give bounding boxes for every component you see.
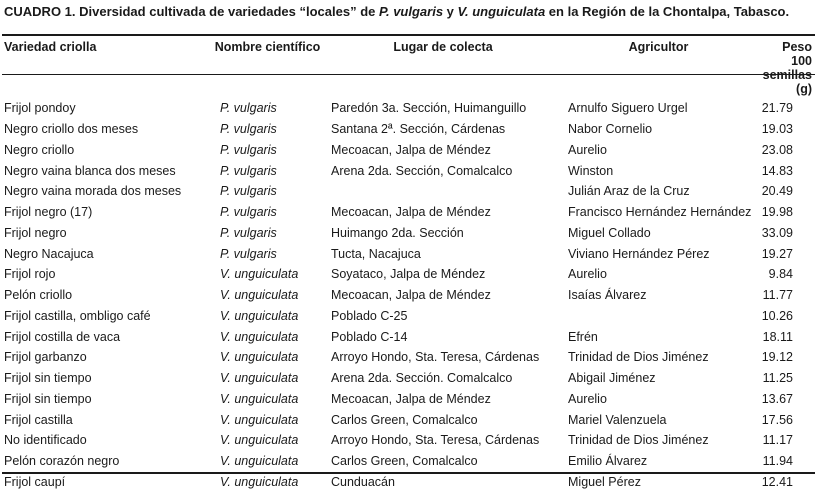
table-row (2, 202, 815, 223)
cell-collection-site: Paredón 3a. Sección, Huimanguillo (325, 96, 561, 119)
header-seed-weight (756, 36, 815, 96)
table-row (2, 181, 815, 202)
caption-text-a: Diversidad cultivada de variedades “locales” de (76, 4, 379, 19)
cell-seed-weight: 11.17 (756, 430, 815, 451)
table-row (2, 243, 815, 264)
cell-farmer: Mariel Valenzuela (561, 409, 756, 430)
header-weight-line2: semillas (g) (763, 68, 812, 96)
header-scientific-name: Nombre científico (210, 36, 325, 96)
table-row (2, 430, 815, 451)
cell-variety: Negro criollo dos meses (2, 119, 210, 140)
table-row (2, 306, 815, 327)
cell-collection-site: Huimango 2da. Sección (325, 223, 561, 244)
cell-collection-site: Mecoacan, Jalpa de Méndez (325, 285, 561, 306)
cell-seed-weight: 19.12 (756, 347, 815, 368)
cell-farmer: Nabor Cornelio (561, 119, 756, 140)
cell-farmer: Miguel Collado (561, 223, 756, 244)
cell-collection-site: Carlos Green, Comalcalco (325, 451, 561, 472)
header-farmer: Agricultor (561, 36, 756, 96)
table-caption (4, 3, 816, 20)
table-row (2, 140, 815, 161)
header-collection-site: Lugar de colecta (325, 36, 561, 96)
cell-seed-weight: 11.94 (756, 451, 815, 472)
caption-text-c: en la Región de la Chontalpa, Tabasco. (545, 4, 789, 19)
cell-seed-weight: 19.27 (756, 243, 815, 264)
cell-scientific-name: P. vulgaris (210, 243, 325, 264)
caption-label: CUADRO 1. (4, 4, 76, 19)
cell-farmer: Miguel Pérez (561, 472, 756, 492)
cell-seed-weight: 18.11 (756, 326, 815, 347)
cell-farmer: Winston (561, 160, 756, 181)
cell-scientific-name: P. vulgaris (210, 140, 325, 161)
cell-scientific-name: V. unguiculata (210, 368, 325, 389)
cell-scientific-name: P. vulgaris (210, 223, 325, 244)
cell-variety: Negro vaina morada dos meses (2, 181, 210, 202)
table-body (2, 96, 815, 492)
cell-collection-site: Tucta, Nacajuca (325, 243, 561, 264)
table-row (2, 326, 815, 347)
cell-scientific-name: P. vulgaris (210, 202, 325, 223)
cell-variety: Pelón criollo (2, 285, 210, 306)
cell-scientific-name: P. vulgaris (210, 119, 325, 140)
table-row (2, 368, 815, 389)
cell-scientific-name: V. unguiculata (210, 285, 325, 306)
cell-seed-weight: 11.25 (756, 368, 815, 389)
caption-text-b: y (443, 4, 457, 19)
cell-seed-weight: 21.79 (756, 96, 815, 119)
cell-farmer (561, 306, 756, 327)
cell-farmer: Abigail Jiménez (561, 368, 756, 389)
cell-scientific-name: V. unguiculata (210, 306, 325, 327)
table-row (2, 451, 815, 472)
table-row (2, 119, 815, 140)
cell-variety: Frijol castilla (2, 409, 210, 430)
cell-variety: Frijol sin tiempo (2, 389, 210, 410)
cell-scientific-name: V. unguiculata (210, 264, 325, 285)
table-row (2, 347, 815, 368)
table-row (2, 285, 815, 306)
cell-collection-site (325, 181, 561, 202)
cell-variety: Frijol rojo (2, 264, 210, 285)
cell-collection-site: Mecoacan, Jalpa de Méndez (325, 140, 561, 161)
table-row (2, 409, 815, 430)
cell-seed-weight: 14.83 (756, 160, 815, 181)
header-weight-line1: Peso 100 (782, 40, 812, 68)
cell-farmer: Aurelio (561, 389, 756, 410)
cell-variety: Frijol costilla de vaca (2, 326, 210, 347)
cell-variety: Pelón corazón negro (2, 451, 210, 472)
table-row (2, 160, 815, 181)
cell-scientific-name: V. unguiculata (210, 430, 325, 451)
cell-scientific-name: P. vulgaris (210, 96, 325, 119)
header-row (2, 36, 815, 96)
cell-scientific-name: V. unguiculata (210, 326, 325, 347)
header-variety: Variedad criolla (2, 36, 210, 96)
cell-variety: Frijol sin tiempo (2, 368, 210, 389)
cell-variety: Frijol castilla, ombligo café (2, 306, 210, 327)
cell-scientific-name: V. unguiculata (210, 409, 325, 430)
cell-farmer: Aurelio (561, 264, 756, 285)
cell-variety: Frijol negro (2, 223, 210, 244)
cell-farmer: Trinidad de Dios Jiménez (561, 430, 756, 451)
cell-farmer: Francisco Hernández Hernández (561, 202, 756, 223)
cell-scientific-name: V. unguiculata (210, 389, 325, 410)
cell-seed-weight: 17.56 (756, 409, 815, 430)
cell-variety: Frijol pondoy (2, 96, 210, 119)
cell-seed-weight: 10.26 (756, 306, 815, 327)
cell-collection-site: Mecoacan, Jalpa de Méndez (325, 202, 561, 223)
table-row (2, 223, 815, 244)
cell-collection-site: Arroyo Hondo, Sta. Teresa, Cárdenas (325, 430, 561, 451)
diversity-table (2, 36, 815, 492)
cell-farmer: Aurelio (561, 140, 756, 161)
cell-farmer: Isaías Álvarez (561, 285, 756, 306)
cell-variety: Frijol caupí (2, 472, 210, 492)
cell-farmer: Viviano Hernández Pérez (561, 243, 756, 264)
cell-variety: Frijol negro (17) (2, 202, 210, 223)
cell-seed-weight: 11.77 (756, 285, 815, 306)
cell-variety: Negro criollo (2, 140, 210, 161)
cell-collection-site: Arena 2da. Sección. Comalcalco (325, 368, 561, 389)
table-row (2, 472, 815, 492)
cell-seed-weight: 9.84 (756, 264, 815, 285)
caption-species-a: P. vulgaris (379, 4, 443, 19)
cell-scientific-name: V. unguiculata (210, 347, 325, 368)
cell-collection-site: Carlos Green, Comalcalco (325, 409, 561, 430)
cell-collection-site: Poblado C-25 (325, 306, 561, 327)
cell-farmer: Emilio Álvarez (561, 451, 756, 472)
cell-variety: No identificado (2, 430, 210, 451)
cell-seed-weight: 19.98 (756, 202, 815, 223)
cell-collection-site: Arroyo Hondo, Sta. Teresa, Cárdenas (325, 347, 561, 368)
cell-seed-weight: 33.09 (756, 223, 815, 244)
cell-collection-site: Mecoacan, Jalpa de Méndez (325, 389, 561, 410)
cell-seed-weight: 19.03 (756, 119, 815, 140)
cell-collection-site: Cunduacán (325, 472, 561, 492)
cell-scientific-name: V. unguiculata (210, 451, 325, 472)
cell-variety: Negro Nacajuca (2, 243, 210, 264)
cell-farmer: Arnulfo Siguero Urgel (561, 96, 756, 119)
cell-scientific-name: P. vulgaris (210, 181, 325, 202)
table-row (2, 264, 815, 285)
cell-seed-weight: 20.49 (756, 181, 815, 202)
cell-seed-weight: 23.08 (756, 140, 815, 161)
table-row (2, 389, 815, 410)
cell-variety: Negro vaina blanca dos meses (2, 160, 210, 181)
cell-collection-site: Soyataco, Jalpa de Méndez (325, 264, 561, 285)
cell-collection-site: Poblado C-14 (325, 326, 561, 347)
cell-farmer: Trinidad de Dios Jiménez (561, 347, 756, 368)
table-row (2, 96, 815, 119)
cell-collection-site: Arena 2da. Sección, Comalcalco (325, 160, 561, 181)
cell-variety: Frijol garbanzo (2, 347, 210, 368)
cell-collection-site: Santana 2ª. Sección, Cárdenas (325, 119, 561, 140)
cell-farmer: Julián Araz de la Cruz (561, 181, 756, 202)
cell-scientific-name: V. unguiculata (210, 472, 325, 492)
caption-species-b: V. unguiculata (458, 4, 546, 19)
cell-seed-weight: 13.67 (756, 389, 815, 410)
cell-seed-weight: 12.41 (756, 472, 815, 492)
cell-scientific-name: P. vulgaris (210, 160, 325, 181)
cell-farmer: Efrén (561, 326, 756, 347)
